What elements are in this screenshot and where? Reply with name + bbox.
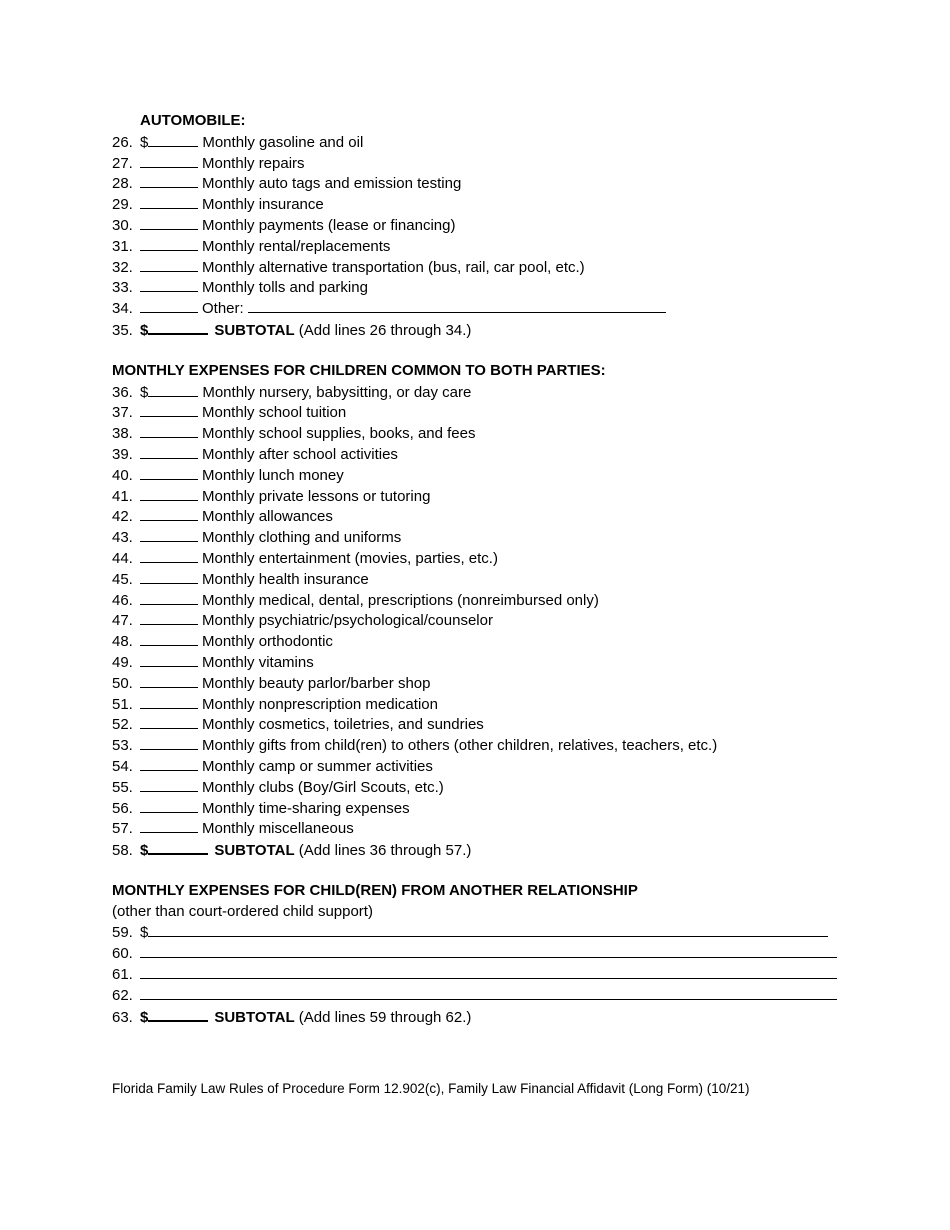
expense-line — [112, 132, 872, 153]
line-number: 41. — [112, 487, 133, 505]
expense-label: Monthly time-sharing expenses — [202, 799, 410, 817]
expense-line — [112, 735, 872, 756]
line-number: 63. — [112, 1008, 133, 1026]
line-number: 27. — [112, 154, 133, 172]
expense-line — [112, 277, 872, 298]
expense-label: Monthly auto tags and emission testing — [202, 175, 462, 193]
amount-blank[interactable] — [140, 631, 198, 646]
line-number: 54. — [112, 757, 133, 775]
line-number: 34. — [112, 300, 133, 318]
other-relationship-heading: MONTHLY EXPENSES FOR CHILD(REN) FROM ANOTHER RELATIONSHIP — [112, 881, 638, 899]
dollar-sign: $ — [140, 842, 149, 860]
expense-label: Monthly lunch money — [202, 466, 344, 484]
line-number: 49. — [112, 653, 133, 671]
other-label: Other: — [202, 300, 244, 318]
amount-blank[interactable] — [140, 277, 198, 292]
line-number: 56. — [112, 799, 133, 817]
expense-label: Monthly gasoline and oil — [202, 133, 364, 151]
amount-blank[interactable] — [140, 798, 198, 813]
expense-line — [112, 673, 872, 694]
subtotal-label: SUBTOTAL — [214, 321, 295, 339]
blank-line — [112, 964, 872, 985]
expense-line — [112, 818, 872, 839]
expense-line — [112, 694, 872, 715]
expense-description-blank[interactable] — [140, 964, 837, 979]
amount-blank[interactable] — [140, 173, 198, 188]
other-line — [112, 298, 872, 319]
automobile-list — [112, 132, 872, 340]
dollar-sign: $ — [140, 383, 149, 401]
amount-blank[interactable] — [148, 132, 198, 147]
expense-line — [112, 444, 872, 465]
line-number: 29. — [112, 196, 133, 214]
expense-line — [112, 631, 872, 652]
form-footer: Florida Family Law Rules of Procedure Form 12.902(c), Family Law Financial Affidavit (Long Form) (10/21) — [112, 1081, 750, 1096]
other-relationship-subheading: (other than court-ordered child support) — [112, 902, 373, 920]
amount-blank[interactable] — [140, 444, 198, 459]
line-number: 38. — [112, 425, 133, 443]
line-number: 50. — [112, 674, 133, 692]
line-number: 46. — [112, 591, 133, 609]
expense-label: Monthly gifts from child(ren) to others (other children, relatives, teachers, etc.) — [202, 737, 718, 755]
line-number: 42. — [112, 508, 133, 526]
line-number: 47. — [112, 612, 133, 630]
expense-line — [112, 569, 872, 590]
amount-blank[interactable] — [140, 569, 198, 584]
expense-label: Monthly psychiatric/psychological/counselor — [202, 612, 493, 630]
line-number: 37. — [112, 404, 133, 422]
subtotal-note: (Add lines 26 through 34.) — [298, 321, 472, 339]
expense-line — [112, 527, 872, 548]
expense-line — [112, 506, 872, 527]
expense-label: Monthly cosmetics, toiletries, and sundries — [202, 716, 484, 734]
expense-line — [112, 215, 872, 236]
amount-blank[interactable] — [140, 548, 198, 563]
expense-line — [112, 402, 872, 423]
blank-line — [112, 922, 872, 943]
expense-line — [112, 548, 872, 569]
other-description-blank[interactable] — [248, 298, 666, 313]
expense-line — [112, 153, 872, 174]
line-number: 33. — [112, 279, 133, 297]
subtotal-line — [112, 1006, 872, 1027]
amount-blank[interactable] — [140, 423, 198, 438]
expense-line — [112, 382, 872, 403]
expense-label: Monthly clothing and uniforms — [202, 529, 402, 547]
amount-blank[interactable] — [140, 527, 198, 542]
line-number: 51. — [112, 695, 133, 713]
automobile-heading: AUTOMOBILE: — [140, 112, 246, 129]
expense-description-blank[interactable] — [140, 943, 837, 958]
line-number: 55. — [112, 778, 133, 796]
expense-line — [112, 652, 872, 673]
line-number: 26. — [112, 133, 133, 151]
dollar-sign: $ — [140, 1008, 149, 1026]
line-number: 35. — [112, 321, 133, 339]
amount-blank[interactable] — [140, 486, 198, 501]
expense-label: Monthly tolls and parking — [202, 279, 368, 297]
amount-blank[interactable] — [140, 194, 198, 209]
line-number: 31. — [112, 237, 133, 255]
amount-blank[interactable] — [140, 153, 198, 168]
amount-blank[interactable] — [140, 298, 198, 313]
amount-blank[interactable] — [140, 402, 198, 417]
subtotal-line — [112, 839, 872, 860]
expense-line — [112, 173, 872, 194]
line-number: 30. — [112, 216, 133, 234]
amount-blank[interactable] — [148, 382, 198, 397]
line-number: 40. — [112, 466, 133, 484]
subtotal-note: (Add lines 36 through 57.) — [298, 842, 472, 860]
blank-line — [112, 943, 872, 964]
expense-label: Monthly entertainment (movies, parties, etc.) — [202, 549, 498, 567]
expense-label: Monthly alternative transportation (bus, rail, car pool, etc.) — [202, 258, 585, 276]
children-list — [112, 382, 872, 840]
subtotal-blank[interactable] — [148, 1006, 208, 1022]
expense-label: Monthly private lessons or tutoring — [202, 487, 431, 505]
expense-label: Monthly beauty parlor/barber shop — [202, 674, 431, 692]
line-number: 57. — [112, 820, 133, 838]
line-number: 61. — [112, 966, 133, 984]
line-number: 39. — [112, 445, 133, 463]
expense-line — [112, 423, 872, 444]
expense-label: Monthly health insurance — [202, 570, 369, 588]
amount-blank[interactable] — [140, 818, 198, 833]
expense-label: Monthly nonprescription medication — [202, 695, 438, 713]
amount-blank[interactable] — [140, 590, 198, 605]
line-number: 36. — [112, 383, 133, 401]
expense-label: Monthly medical, dental, prescriptions (nonreimbursed only) — [202, 591, 599, 609]
line-number: 62. — [112, 986, 133, 1004]
expense-label: Monthly orthodontic — [202, 633, 333, 651]
line-number: 44. — [112, 549, 133, 567]
subtotal-blank[interactable] — [148, 839, 208, 855]
expense-line — [112, 777, 872, 798]
expense-line — [112, 194, 872, 215]
subtotal-label: SUBTOTAL — [214, 1008, 295, 1026]
blank-line — [112, 985, 872, 1006]
expense-label: Monthly school tuition — [202, 404, 347, 422]
expense-line — [112, 714, 872, 735]
expense-label: Monthly nursery, babysitting, or day care — [202, 383, 472, 401]
line-number: 43. — [112, 529, 133, 547]
expense-label: Monthly camp or summer activities — [202, 757, 433, 775]
expense-label: Monthly school supplies, books, and fees — [202, 425, 476, 443]
line-number: 60. — [112, 945, 133, 963]
amount-blank[interactable] — [140, 694, 198, 709]
line-number: 52. — [112, 716, 133, 734]
expense-label: Monthly allowances — [202, 508, 333, 526]
amount-blank[interactable] — [140, 652, 198, 667]
dollar-sign: $ — [140, 924, 149, 942]
subtotal-line — [112, 319, 872, 340]
subtotal-label: SUBTOTAL — [214, 842, 295, 860]
expense-label: Monthly rental/replacements — [202, 237, 391, 255]
amount-blank[interactable] — [140, 506, 198, 521]
dollar-sign: $ — [140, 321, 149, 339]
expense-label: Monthly insurance — [202, 196, 324, 214]
line-number: 58. — [112, 842, 133, 860]
expense-label: Monthly repairs — [202, 154, 305, 172]
amount-blank[interactable] — [140, 465, 198, 480]
expense-line — [112, 236, 872, 257]
expense-label: Monthly payments (lease or financing) — [202, 216, 456, 234]
expense-line — [112, 257, 872, 278]
expense-line — [112, 590, 872, 611]
line-number: 28. — [112, 175, 133, 193]
children-heading: MONTHLY EXPENSES FOR CHILDREN COMMON TO BOTH PARTIES: — [112, 361, 606, 379]
amount-blank[interactable] — [140, 777, 198, 792]
line-number: 45. — [112, 570, 133, 588]
expense-label: Monthly miscellaneous — [202, 820, 354, 838]
line-number: 59. — [112, 924, 133, 942]
expense-description-blank[interactable] — [148, 922, 828, 937]
line-number: 48. — [112, 633, 133, 651]
amount-blank[interactable] — [140, 714, 198, 729]
dollar-sign: $ — [140, 133, 149, 151]
amount-blank[interactable] — [140, 257, 198, 272]
line-number: 32. — [112, 258, 133, 276]
expense-line — [112, 610, 872, 631]
line-number: 53. — [112, 737, 133, 755]
expense-line — [112, 756, 872, 777]
amount-blank[interactable] — [140, 610, 198, 625]
expense-label: Monthly after school activities — [202, 445, 398, 463]
subtotal-note: (Add lines 59 through 62.) — [298, 1008, 472, 1026]
amount-blank[interactable] — [140, 215, 198, 230]
expense-label: Monthly clubs (Boy/Girl Scouts, etc.) — [202, 778, 444, 796]
subtotal-blank[interactable] — [148, 319, 208, 335]
expense-description-blank[interactable] — [140, 985, 837, 1000]
expense-line — [112, 798, 872, 819]
amount-blank[interactable] — [140, 756, 198, 771]
expense-line — [112, 465, 872, 486]
form-page — [112, 111, 872, 1026]
amount-blank[interactable] — [140, 735, 198, 750]
amount-blank[interactable] — [140, 673, 198, 688]
expense-line — [112, 486, 872, 507]
expense-label: Monthly vitamins — [202, 653, 314, 671]
amount-blank[interactable] — [140, 236, 198, 251]
